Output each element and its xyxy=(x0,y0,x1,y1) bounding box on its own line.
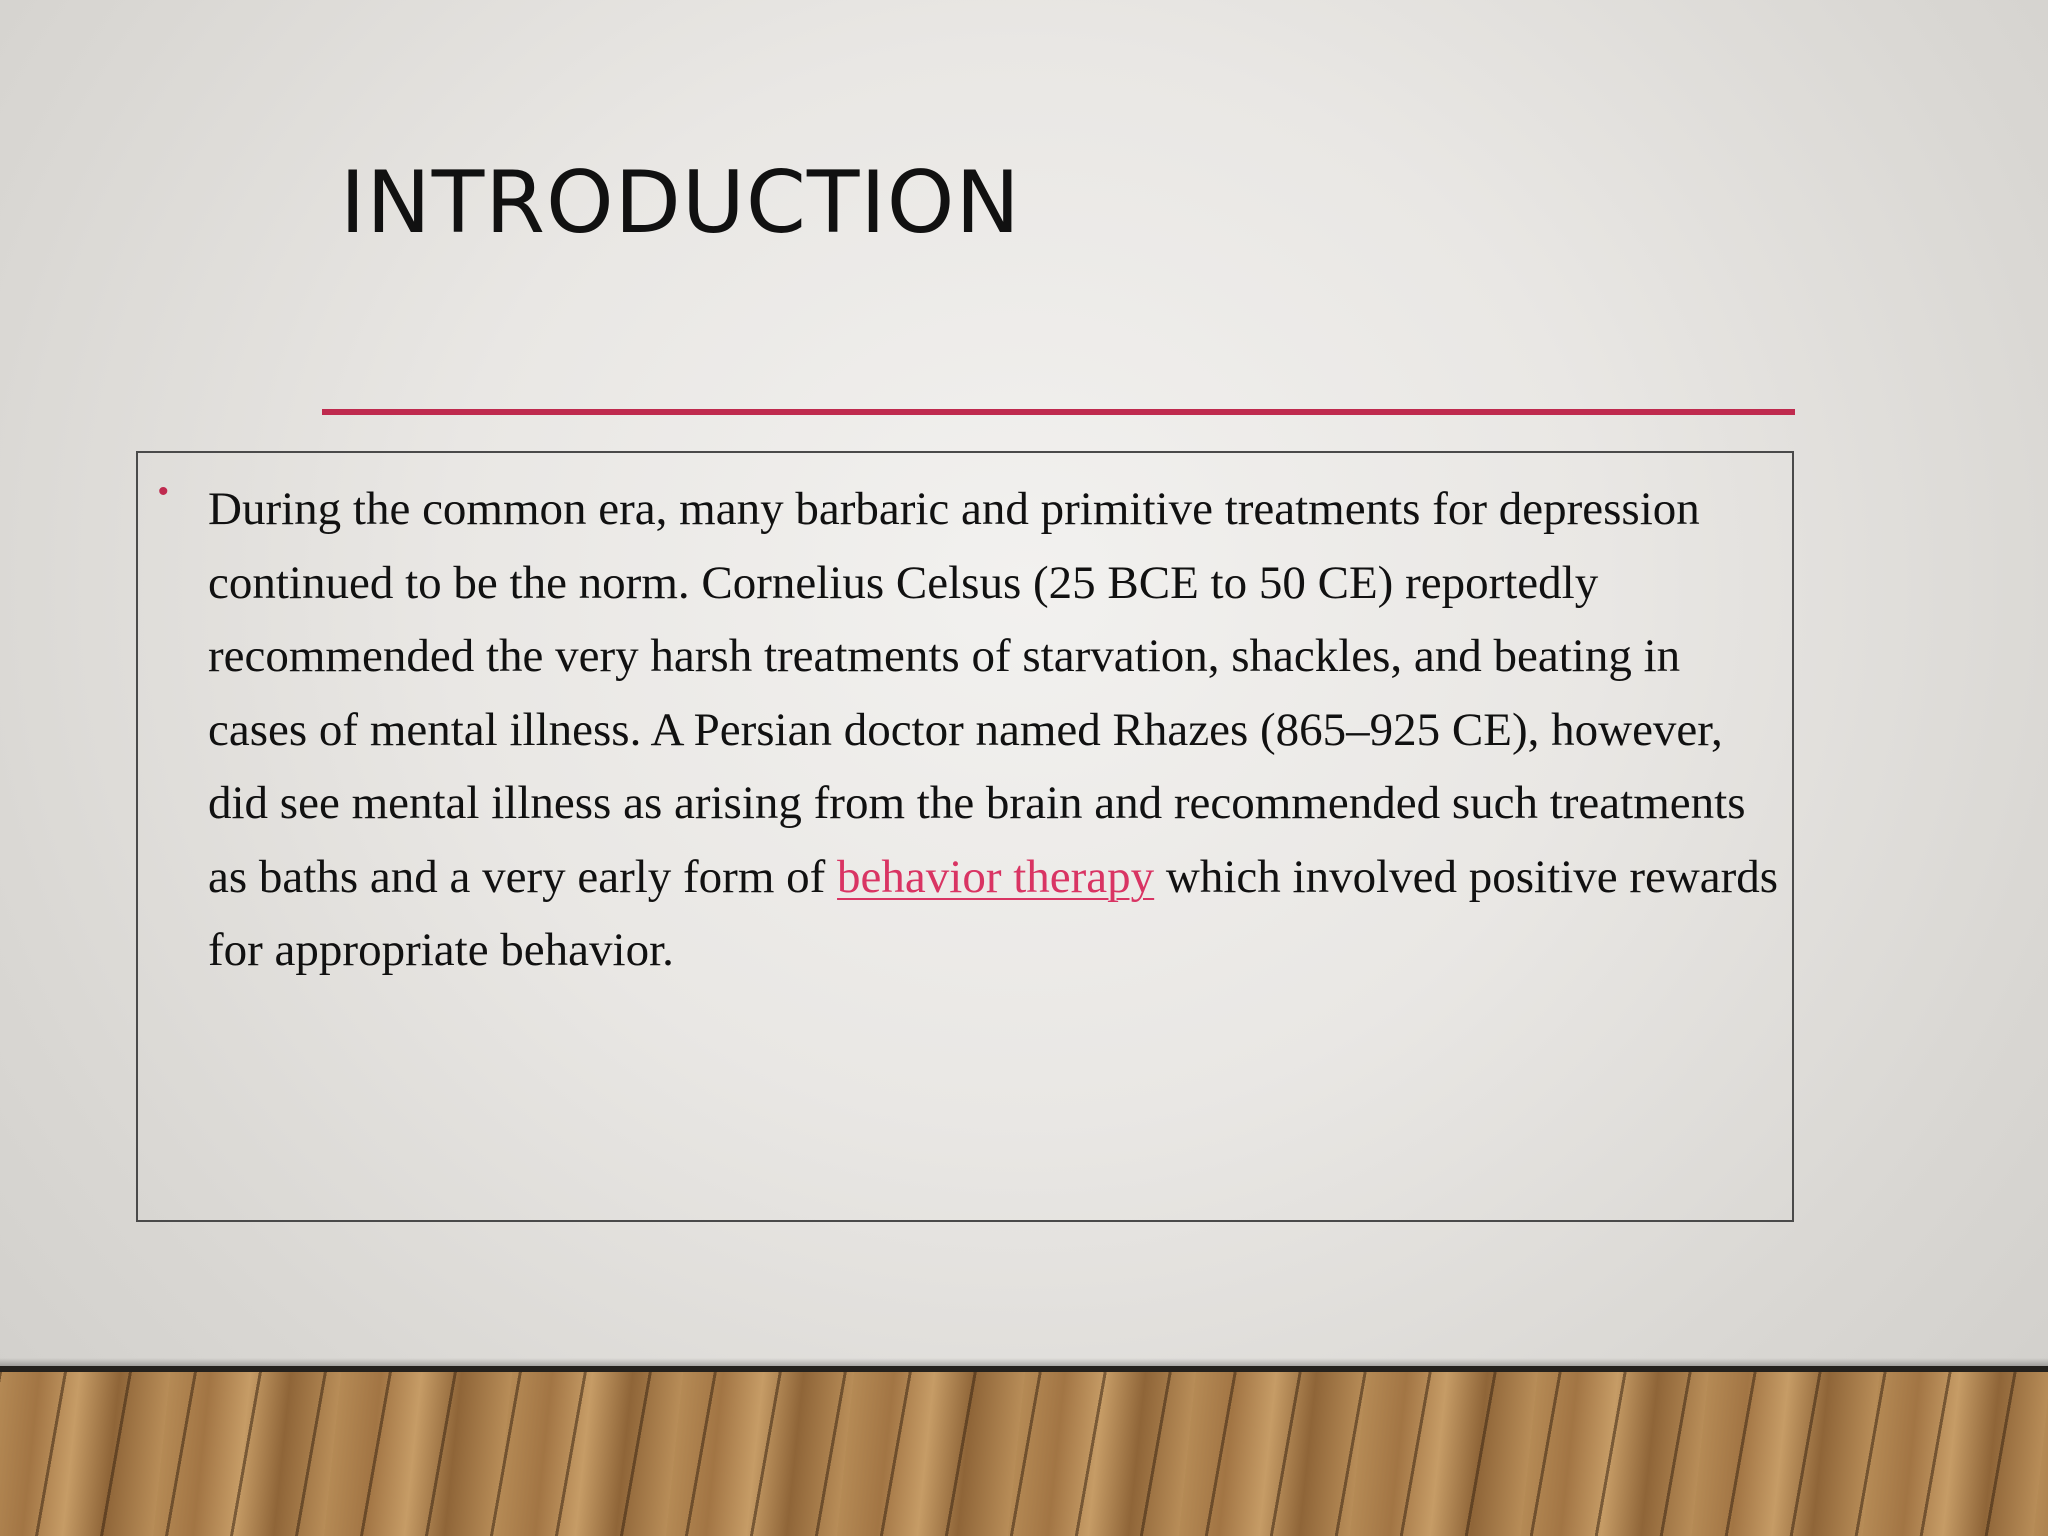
content-text-box xyxy=(136,451,1794,1222)
body-text-part-2: which involved positive rewards for appropriate behavior. xyxy=(208,850,1779,976)
slide-title: INTRODUCTION xyxy=(340,153,1021,253)
title-underline-rule xyxy=(322,409,1795,415)
floor-edge xyxy=(0,1366,2048,1372)
bullet-icon: • xyxy=(158,475,169,508)
behavior-therapy-link[interactable]: behavior therapy xyxy=(837,850,1155,903)
body-paragraph xyxy=(208,473,1788,988)
body-text-part-1: During the common era, many barbaric and primitive treatments for depression continued to be the norm. Cornelius Celsus (25 BCE to 50 CE) reportedly recommended the very harsh treatments of starvation, shackles, and beating in cases of mental illness. A Persian doctor named Rhazes (865–925 CE), however, did see mental illness as arising from the brain and recommended such treatments as baths and a very early form of xyxy=(208,483,1746,903)
wooden-floor xyxy=(0,1366,2048,1536)
